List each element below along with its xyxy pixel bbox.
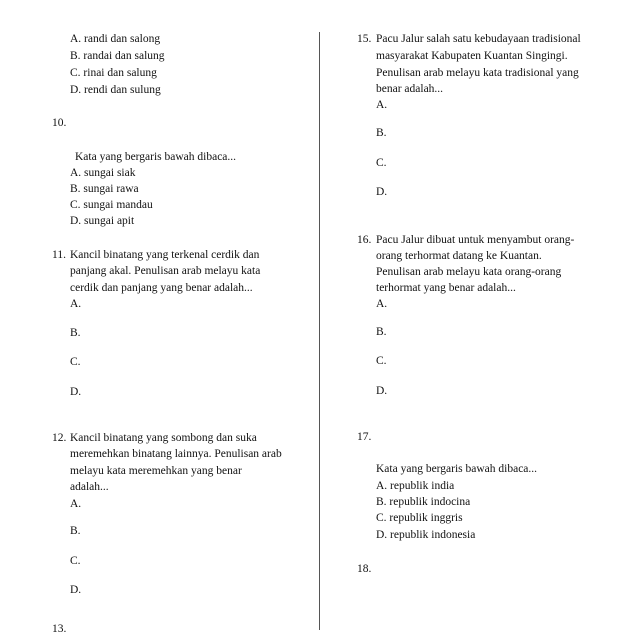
option-text: D. republik indonesia (376, 529, 476, 541)
question-text: Penulisan arab melayu kata tradisional yang (376, 67, 579, 79)
question-text: Pacu Jalur dibuat untuk menyambut orang- (376, 234, 575, 246)
question-text: melayu kata meremehkan yang benar (70, 465, 242, 477)
question-number: 10. (52, 117, 67, 129)
question-text: Penulisan arab melayu kata orang-orang (376, 266, 562, 278)
question-text: meremehkan binatang lainnya. Penulisan arab (70, 448, 282, 460)
question-number: 17. (357, 431, 372, 443)
option-text: A. (376, 99, 388, 111)
option-text: D. (70, 584, 82, 596)
option-text: B. republik indocina (376, 496, 471, 508)
question-text: terhormat yang benar adalah... (376, 282, 516, 294)
question-number: 12. (52, 432, 67, 444)
option-text: C. sungai mandau (70, 199, 153, 211)
question-text: benar adalah... (376, 83, 444, 95)
option-text: D. (376, 385, 388, 397)
option-text: A. (70, 498, 82, 510)
option-text: C. rinai dan salung (70, 67, 157, 79)
question-prompt: Kata yang bergaris bawah dibaca... (75, 151, 237, 163)
option-text: A. (376, 298, 388, 310)
option-text: B. randai dan salung (70, 50, 165, 62)
question-number: 11. (52, 249, 66, 261)
question-number: 13. (52, 623, 67, 635)
question-text: Pacu Jalur salah satu kebudayaan tradisional (376, 33, 581, 45)
option-text: D. (376, 186, 388, 198)
option-text: A. sungai siak (70, 167, 136, 179)
question-number: 15. (357, 33, 372, 45)
question-text: Kancil binatang yang terkenal cerdik dan (70, 249, 260, 261)
option-text: A. randi dan salong (70, 33, 161, 45)
question-text: adalah... (70, 481, 109, 493)
option-text: B. (376, 127, 387, 139)
option-text: A. (70, 298, 82, 310)
option-text: C. (70, 356, 81, 368)
question-number: 16. (357, 234, 372, 246)
question-text: cerdik dan panjang yang benar adalah... (70, 282, 253, 294)
question-text: orang terhormat datang ke Kuantan. (376, 250, 542, 262)
option-text: B. (376, 326, 387, 338)
question-prompt: Kata yang bergaris bawah dibaca... (376, 463, 538, 475)
question-text: panjang akal. Penulisan arab melayu kata (70, 265, 261, 277)
option-text: C. republik inggris (376, 512, 463, 524)
option-text: C. (376, 355, 387, 367)
question-text: Kancil binatang yang sombong dan suka (70, 432, 257, 444)
option-text: B. sungai rawa (70, 183, 139, 195)
option-text: B. (70, 525, 81, 537)
option-text: B. (70, 327, 81, 339)
option-text: D. (70, 386, 82, 398)
column-divider (319, 32, 320, 630)
option-text: D. sungai apit (70, 215, 135, 227)
option-text: C. (70, 555, 81, 567)
option-text: D. rendi dan sulung (70, 84, 161, 96)
option-text: C. (376, 157, 387, 169)
question-text: masyarakat Kabupaten Kuantan Singingi. (376, 50, 568, 62)
option-text: A. republik india (376, 480, 455, 492)
question-number: 18. (357, 563, 372, 575)
